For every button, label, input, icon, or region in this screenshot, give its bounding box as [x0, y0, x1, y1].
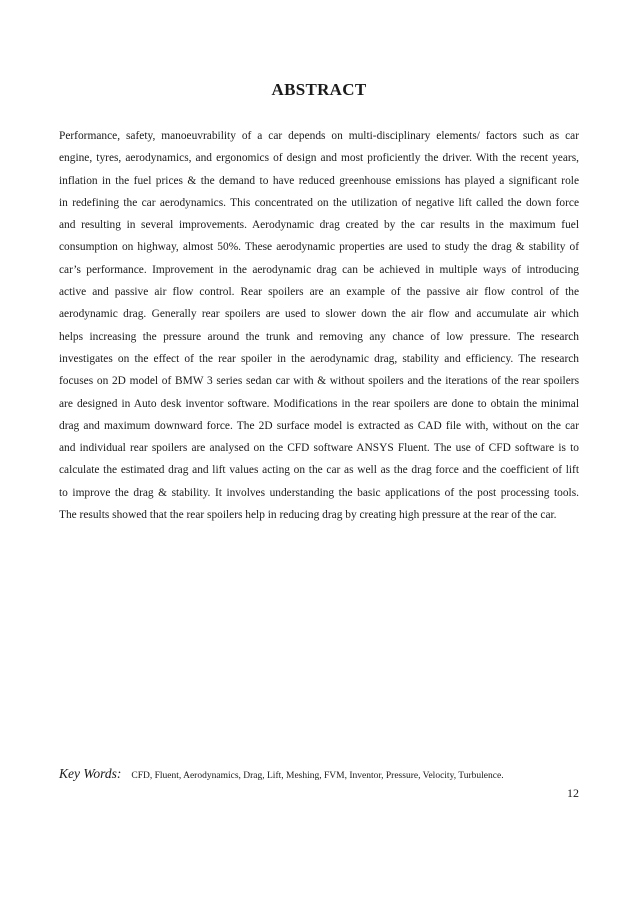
abstract-line: calculate the estimated drag and lift values acting on the car as well as the drag force and the coefficient of lift [59, 464, 579, 477]
abstract-line: engine, tyres, aerodynamics, and ergonomics of design and most proficiently the driver. With the recent years, [59, 152, 579, 165]
abstract-line: and individual rear spoilers are analysed on the CFD software ANSYS Fluent. The use of CFD software is to [59, 442, 579, 455]
abstract-line: to improve the drag & stability. It involves understanding the basic applications of the post processing tools. [59, 486, 579, 499]
abstract-line: car’s performance. Improvement in the aerodynamic drag can be achieved in multiple ways of introducing [59, 263, 579, 276]
keywords-label: Key Words: [59, 766, 122, 781]
abstract-line: Performance, safety, manoeuvrability of a car depends on multi-disciplinary elements/ factors such as car [59, 130, 579, 142]
abstract-line: aerodynamic drag. Generally rear spoilers are used to slower down the air flow and accumulate air which [59, 308, 579, 321]
abstract-line: and resulting in several improvements. Aerodynamic drag created by the car results in the maximum fuel [59, 219, 579, 232]
keywords-line [59, 765, 579, 783]
keywords-text: CFD, Fluent, Aerodynamics, Drag, Lift, Meshing, FVM, Inventor, Pressure, Velocity, Turbulence. [131, 771, 504, 781]
abstract-paragraph [59, 125, 579, 526]
abstract-line: investigates on the effect of the rear spoiler in the aerodynamic drag, stability and efficiency. The research [59, 352, 579, 365]
abstract-line: active and passive air flow control. Rear spoilers are an example of the passive air flow control of the [59, 286, 579, 299]
abstract-line: focuses on 2D model of BMW 3 series sedan car with & without spoilers and the iterations of the rear spoilers [59, 375, 579, 388]
abstract-line: inflation in the fuel prices & the demand to have reduced greenhouse emissions has played a significant role [59, 174, 579, 187]
abstract-line: drag and maximum downward force. The 2D surface model is extracted as CAD file with, without on the car [59, 419, 579, 432]
abstract-line: are designed in Auto desk inventor software. Modifications in the rear spoilers are done to obtain the minimal [59, 397, 579, 410]
abstract-title: ABSTRACT [271, 80, 367, 99]
abstract-line: helps increasing the pressure around the trunk and removing any chance of low pressure. The research [59, 330, 579, 343]
page-number: 12 [567, 786, 579, 800]
abstract-line: in redefining the car aerodynamics. This concentrated on the utilization of negative lift called the down force [59, 196, 579, 209]
abstract-line: consumption on highway, almost 50%. These aerodynamic properties are used to study the drag & stability of [59, 241, 579, 254]
abstract-line: The results showed that the rear spoilers help in reducing drag by creating high pressure at the rear of the car. [59, 509, 557, 522]
